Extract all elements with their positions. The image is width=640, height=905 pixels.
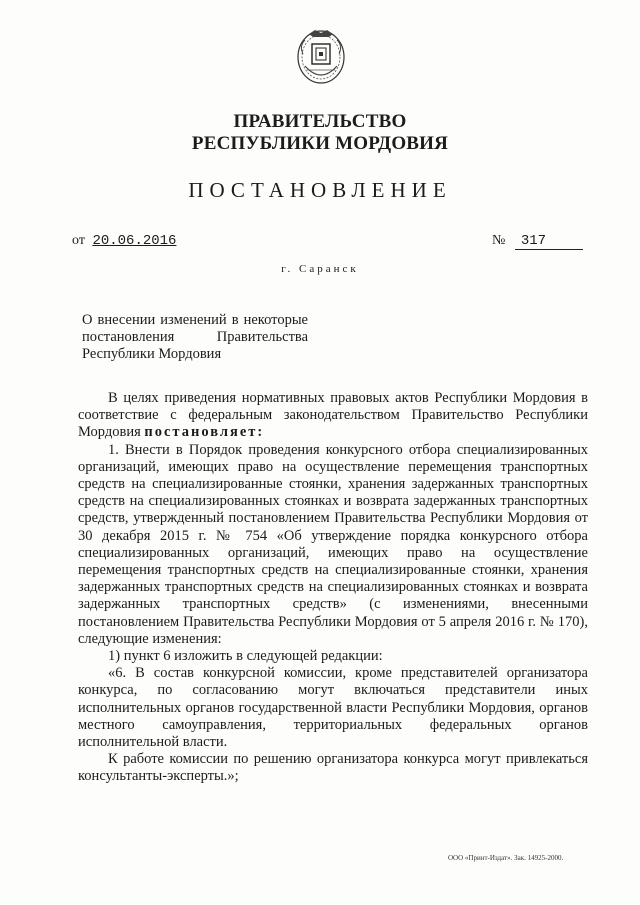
- document-body: [78, 390, 588, 786]
- government-title-line1: ПРАВИТЕЛЬСТВО: [233, 111, 407, 132]
- date-line: [72, 233, 176, 249]
- paragraph-2: 1) пункт 6 изложить в следующей редакции:: [108, 648, 383, 665]
- paragraph-4: К работе комиссии по решению организатора конкурса могут привлекаться консультанты-эксперты.»;: [78, 751, 588, 785]
- document-number: 317: [515, 233, 583, 250]
- intro-paragraph: [78, 390, 588, 442]
- document-date: 20.06.2016: [92, 233, 177, 249]
- coat-of-arms-emblem: [295, 26, 347, 86]
- date-prefix: от: [72, 233, 85, 248]
- printer-imprint: ООО «Принт-Издат». Зак. 14925-2000.: [448, 854, 564, 862]
- city: г. Саранск: [281, 263, 359, 275]
- document-subject: О внесении изменений в некоторые постановления Правительства Республики Мордовия: [82, 312, 308, 362]
- resolves-word: постановляет:: [144, 424, 265, 441]
- document-type: ПОСТАНОВЛЕНИЕ: [188, 178, 452, 202]
- number-prefix: №: [492, 233, 506, 248]
- paragraph-1: 1. Внести в Порядок проведения конкурсного отбора специализированных организаций, имеющих право на осуществление перемещения транспортных средств на специализированные стоянки, хранения задержанных транспортных средств на специализированных стоянках и возврата задержанных транспортных средств, утвержденный постановлением Правительства Республики Мордовия от 30 декабря 2015 г. № 754 «Об утверждение порядка конкурсного отбора специализированных организаций, имеющих право на осуществление перемещения транспортных средств на специализированные стоянки, хранения задержанных транспортных средств на специализированных стоянках и возврата задержанных транспортных средств» (с изменениями, внесенными постановлением Правительства Республики Мордовия от 5 апреля 2016 г. № 170), следующие изменения:: [78, 441, 588, 647]
- government-title-line2: РЕСПУБЛИКИ МОРДОВИЯ: [191, 133, 449, 154]
- paragraph-3: «6. В состав конкурсной комиссии, кроме представителей организатора конкурса, по согласованию могут включаться представители иных исполнительных органов государственной власти Республики Мордовия, органов местного самоуправления, территориальных федеральных органов исполнительной власти.: [78, 665, 588, 751]
- number-line: [492, 233, 583, 250]
- intro-text: В целях приведения нормативных правовых актов Республики Мордовия в соответствие с федеральным законодательством Правительство Республики Мордовия: [78, 390, 588, 441]
